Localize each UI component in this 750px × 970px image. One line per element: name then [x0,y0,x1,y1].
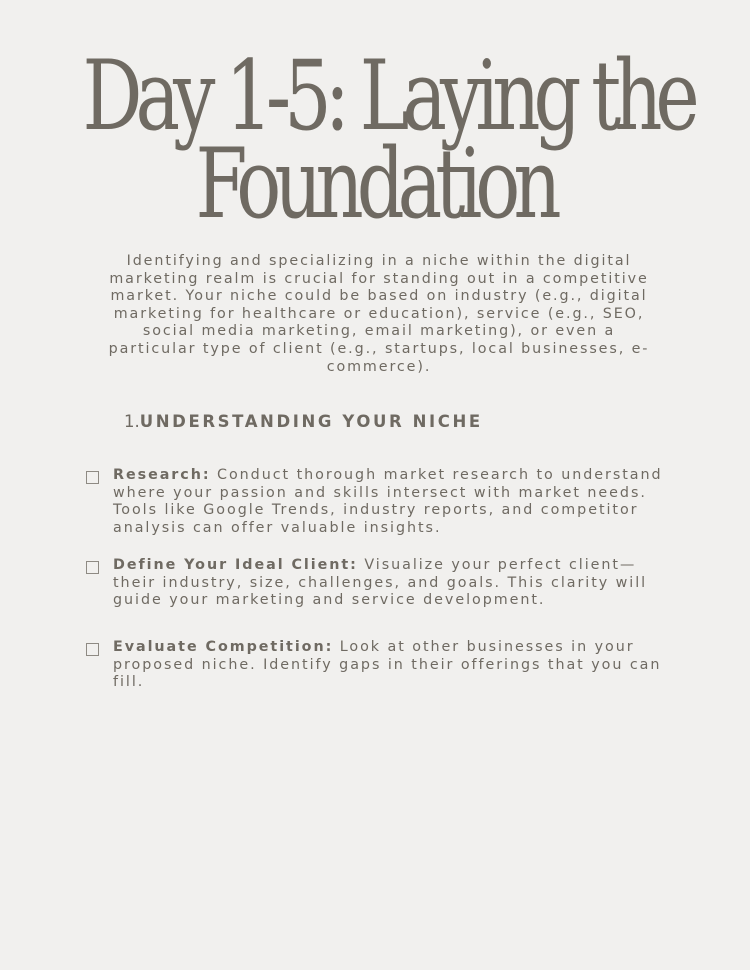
page-title [82,40,693,240]
section-number: 1. [124,412,140,431]
checklist-item-text [113,639,678,692]
checklist-item-lead: Define Your Ideal Client: [113,557,358,573]
section-heading-label: UNDERSTANDING YOUR NICHE [139,412,483,431]
checkbox[interactable] [86,643,99,656]
checklist-item-text [113,467,678,537]
checklist-item-body: Look at other businesses in your proposed niche. Identify gaps in their offerings that you can fill. [113,639,662,691]
page-title-line-2: Foundation [195,128,555,240]
checklist-item-body: Visualize your perfect client—their industry, size, challenges, and goals. This clarity will guide your marketing and service development. [113,557,648,609]
checklist-item-lead: Evaluate Competition: [113,639,334,655]
checklist-item-body: Conduct thorough market research to understand where your passion and skills intersect with market needs. Tools like Google Trends, industry reports, and competitor analysis can offer valuable insights. [113,467,663,536]
checkbox[interactable] [86,561,99,574]
section-heading [124,412,483,431]
checklist-item-lead: Research: [113,467,211,483]
intro-paragraph: Identifying and specializing in a niche within the digital marketing realm is crucial for standing out in a competitive market. Your niche could be based on industry (e.g., digital marketing for healthcare or education), service (e.g., SEO, social media marketing, email marketing), or even a particular type of client (e.g., startups, local businesses, e-commerce). [108,253,650,375]
checklist-item-text [113,557,678,610]
checkbox[interactable] [86,471,99,484]
page-title-line-1: Day 1-5: Laying the [82,40,693,152]
